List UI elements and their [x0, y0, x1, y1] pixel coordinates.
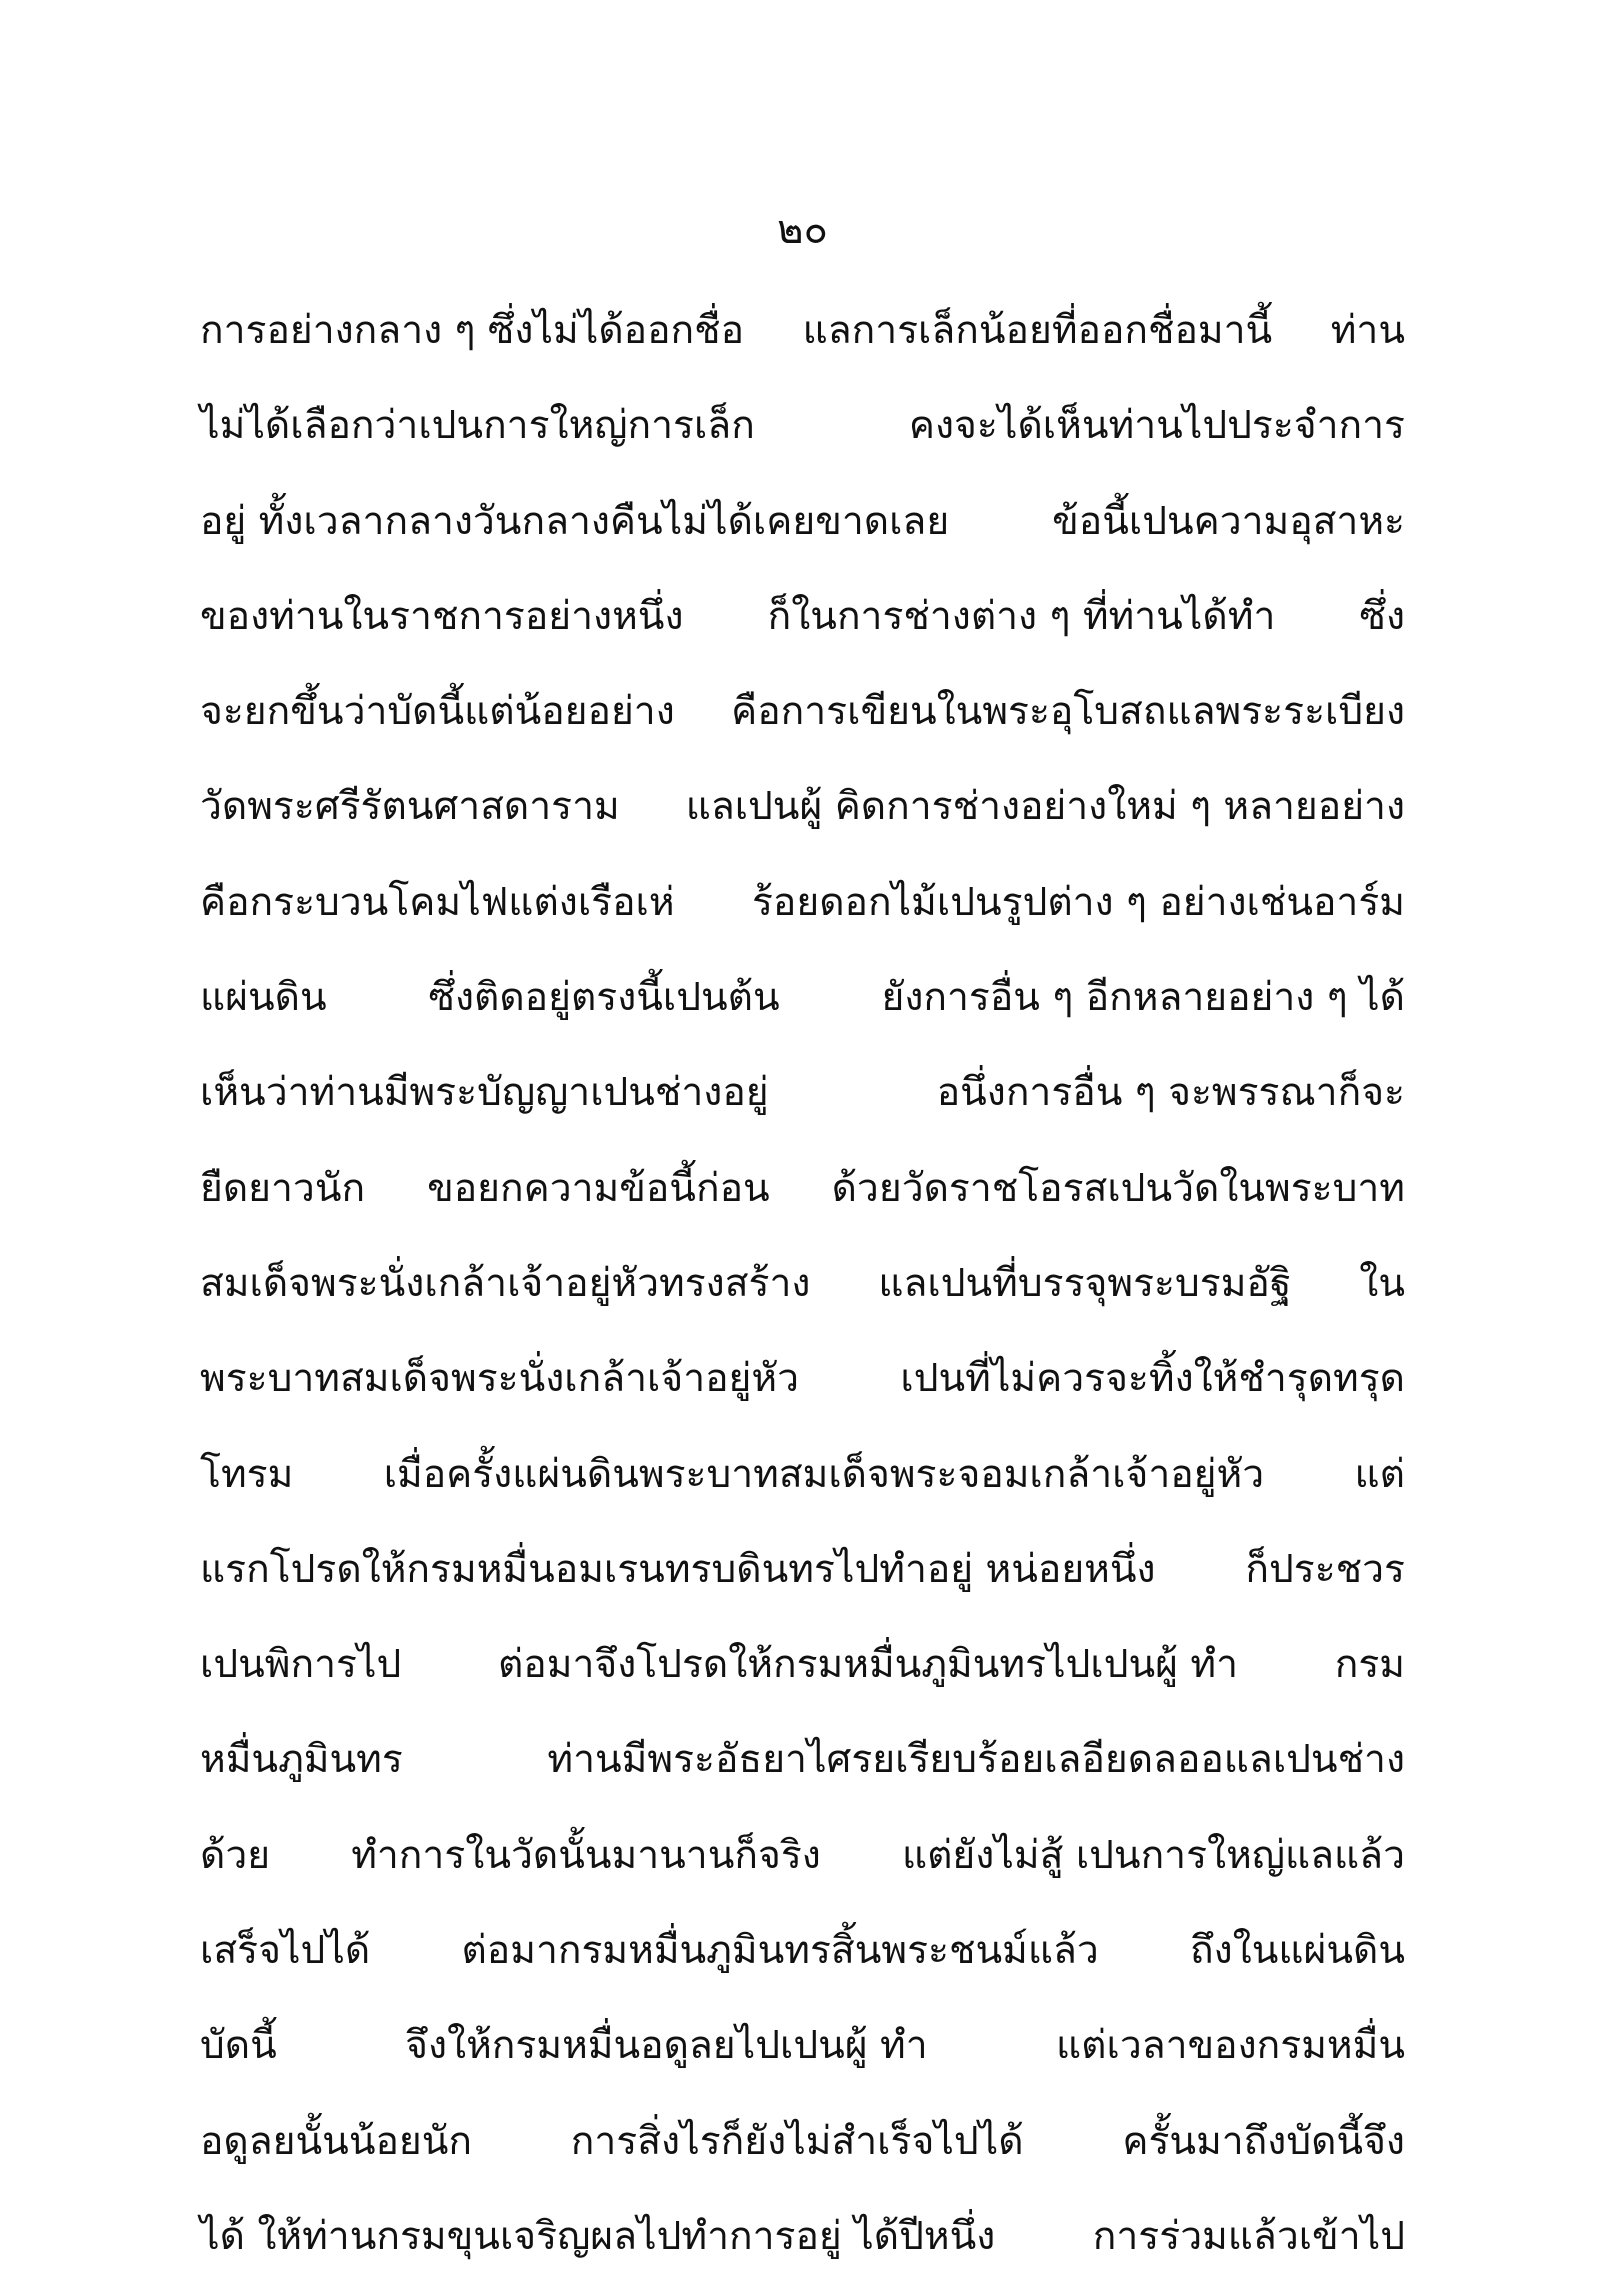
text-segment: ขอยกความข้อนี้ก่อน [427, 1165, 770, 1211]
text-segment: แต่ [1354, 1451, 1405, 1497]
text-segment: เปนพิการไป [200, 1642, 402, 1688]
text-segment: กรม [1334, 1642, 1405, 1688]
text-line [200, 1522, 1405, 1617]
text-line [200, 950, 1405, 1045]
text-segment: แต่เวลาของกรมหมื่น [1056, 2023, 1405, 2069]
text-segment: หมื่นภูมินทร [200, 1737, 403, 1783]
text-segment: จึงให้กรมหมื่นอดูลยไปเปนผู้ ทำ [405, 2023, 928, 2069]
text-segment: บัดนี้ [200, 2023, 277, 2069]
text-segment: แผ่นดิน [200, 975, 327, 1021]
text-line [200, 1998, 1405, 2093]
page-number: ๒๐ [777, 207, 828, 253]
text-line [200, 1617, 1405, 1712]
text-segment: แลการเล็กน้อยที่ออกชื่อมานี้ [802, 308, 1273, 353]
text-segment: ร้อยดอกไม้เปนรูปต่าง ๆ อย่างเช่นอาร์ม [751, 879, 1405, 925]
text-segment: จะยกขึ้นว่าบัดนี้แต่น้อยอย่าง [200, 689, 675, 735]
text-line [200, 1712, 1405, 1807]
text-segment: ยืดยาวนัก [200, 1165, 366, 1211]
text-segment: อดูลยนั้นน้อยนัก [200, 2118, 473, 2164]
text-line [200, 1045, 1405, 1140]
text-segment: แต่ยังไม่สู้ เปนการใหญ่แลแล้ว [901, 1832, 1405, 1878]
text-segment: ท่าน [1330, 308, 1405, 353]
text-segment: ยังการอื่น ๆ อีกหลายอย่าง ๆ ได้ [881, 975, 1405, 1021]
text-segment: แลเปนที่บรรจุพระบรมอัฐิ [878, 1260, 1292, 1306]
text-segment: แลเปนผู้ คิดการช่างอย่างใหม่ ๆ หลายอย่าง [685, 784, 1405, 830]
text-segment: แรกโปรดให้กรมหมื่นอมเรนทรบดินทรไปทำอยู่ หน่อยหนึ่ง [200, 1546, 1156, 1592]
text-line [200, 1141, 1405, 1236]
text-segment: เปนที่ไม่ควรจะทิ้งให้ชำรุดทรุด [900, 1356, 1405, 1402]
text-segment: เสร็จไปได้ [200, 1928, 371, 1974]
text-segment: อนึ่งการอื่น ๆ จะพรรณาก็จะ [936, 1070, 1405, 1116]
text-segment: พระบาทสมเด็จพระนั่งเกล้าเจ้าอยู่หัว [200, 1356, 799, 1402]
text-segment: ด้วย [200, 1832, 271, 1878]
text-segment: การร่วมแล้วเข้าไป [1092, 2213, 1405, 2259]
text-segment: คือกระบวนโคมไฟแต่งเรือเห่ [200, 879, 675, 925]
text-segment: โทรม [200, 1451, 294, 1497]
text-line [200, 474, 1405, 569]
text-segment: ซึ่งติดอยู่ตรงนี้เปนต้น [428, 975, 780, 1021]
text-segment: ต่อมาจึงโปรดให้กรมหมื่นภูมินทรไปเปนผู้ ทำ [497, 1642, 1239, 1688]
text-line [200, 2094, 1405, 2189]
text-segment: ด้วยวัดราชโอรสเปนวัดในพระบาท [831, 1165, 1405, 1211]
text-segment: ก็ในการช่างต่าง ๆ ที่ท่านได้ทำ [767, 593, 1276, 639]
text-segment: คงจะได้เห็นท่านไปประจำการ [908, 403, 1405, 449]
text-segment: การอย่างกลาง ๆ ซึ่งไม่ได้ออกชื่อ [200, 308, 745, 353]
text-segment: คือการเขียนในพระอุโบสถแลพระระเบียง [731, 689, 1405, 735]
text-segment: ใน [1359, 1260, 1405, 1306]
text-line [200, 1236, 1405, 1331]
text-line [200, 2189, 1405, 2284]
text-segment: ได้ ให้ท่านกรมขุนเจริญผลไปทำการอยู่ ได้ปีหนึ่ง [200, 2213, 996, 2259]
text-line [200, 855, 1405, 950]
text-segment: ข้อนี้เปนความอุสาหะ [1052, 498, 1405, 544]
text-segment: ซึ่ง [1359, 593, 1405, 639]
text-segment: ครั้นมาถึงบัดนี้จึง [1122, 2118, 1405, 2164]
text-segment: ท่านมีพระอัธยาไศรยเรียบร้อยเลอียดลออแลเปนช่าง [547, 1737, 1405, 1783]
text-segment: ไม่ได้เลือกว่าเปนการใหญ่การเล็ก [200, 403, 755, 449]
text-line [200, 664, 1405, 759]
text-segment: ของท่านในราชการอย่างหนึ่ง [200, 593, 684, 639]
text-segment: เมื่อครั้งแผ่นดินพระบาทสมเด็จพระจอมเกล้าเจ้าอยู่หัว [383, 1451, 1265, 1497]
text-line [200, 759, 1405, 854]
text-line [200, 1427, 1405, 1522]
text-segment: ต่อมากรมหมื่นภูมินทรสิ้นพระชนม์แล้ว [461, 1928, 1099, 1974]
text-segment: สมเด็จพระนั่งเกล้าเจ้าอยู่หัวทรงสร้าง [200, 1260, 811, 1306]
text-line [200, 1903, 1405, 1998]
text-line [200, 1808, 1405, 1903]
text-segment: ทำการในวัดนั้นมานานก็จริง [351, 1832, 821, 1878]
text-line [200, 378, 1405, 473]
text-segment: การสิ่งไรก็ยังไม่สำเร็จไปได้ [570, 2118, 1024, 2164]
text-segment: วัดพระศรีรัตนศาสดาราม [200, 784, 620, 830]
text-segment: อยู่ ทั้งเวลากลางวันกลางคืนไม่ได้เคยขาดเลย [200, 498, 950, 544]
body-text [200, 283, 1405, 2284]
text-line [200, 283, 1405, 378]
text-line [200, 569, 1405, 664]
text-segment: ถึงในแผ่นดิน [1190, 1928, 1405, 1974]
text-segment: ก็ประชวร [1245, 1546, 1405, 1592]
text-line [200, 1331, 1405, 1426]
text-segment: เห็นว่าท่านมีพระบัญญาเปนช่างอยู่ [200, 1070, 769, 1116]
